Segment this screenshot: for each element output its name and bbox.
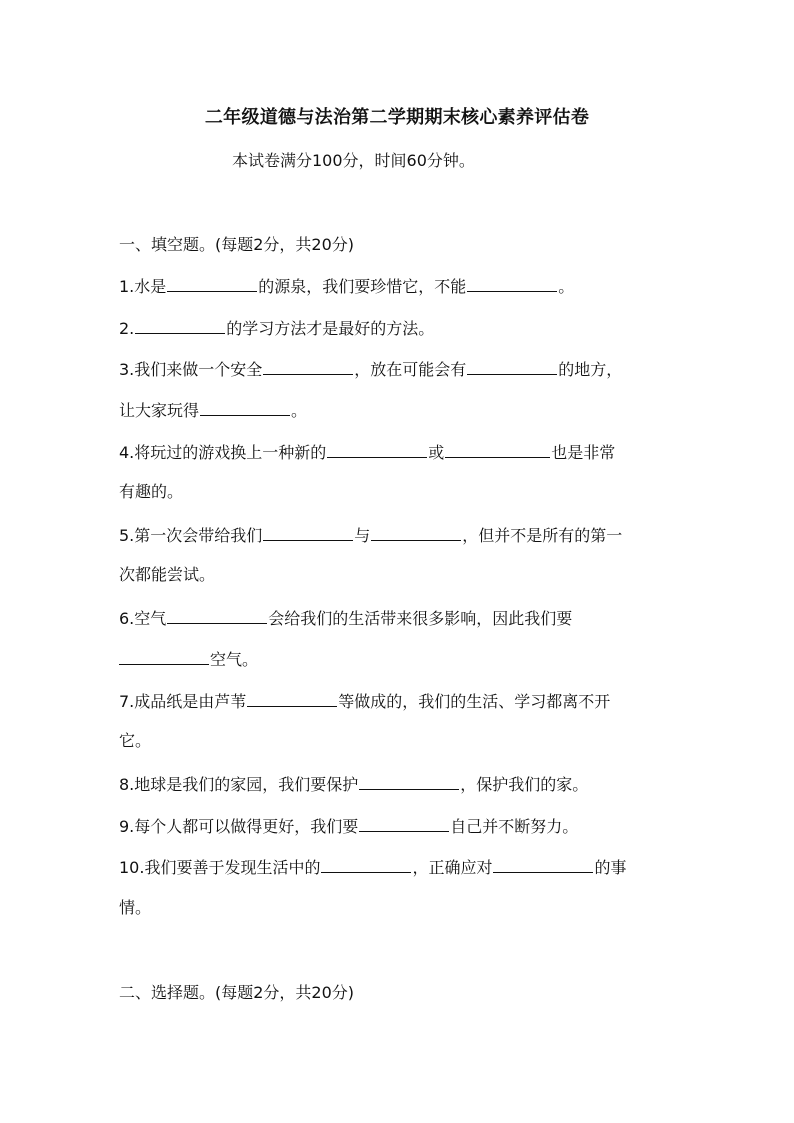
exam-subtitle: 本试卷满分100分，时间60分钟。: [232, 151, 475, 170]
answer-blank[interactable]: [321, 854, 411, 873]
answer-blank[interactable]: [467, 273, 557, 292]
answer-blank[interactable]: [359, 771, 459, 790]
answer-blank[interactable]: [119, 646, 209, 665]
answer-blank[interactable]: [200, 397, 290, 416]
question-4-cont: 有趣的。: [119, 482, 184, 501]
question-8: 8.地球是我们的家园，我们要保护 ，保护我们的家。: [119, 771, 588, 797]
question-1: 1.水是 的源泉，我们要珍惜它，不能 。: [119, 273, 574, 299]
answer-blank[interactable]: [167, 605, 267, 624]
answer-blank[interactable]: [135, 315, 225, 334]
answer-blank[interactable]: [371, 522, 461, 541]
answer-blank[interactable]: [359, 813, 449, 832]
question-3: 3.我们来做一个安全 ，放在可能会有 的地方，: [119, 356, 622, 382]
answer-blank[interactable]: [445, 439, 550, 458]
question-5: 5.第一次会带给我们 与 ，但并不是所有的第一: [119, 522, 622, 548]
answer-blank[interactable]: [263, 522, 353, 541]
answer-blank[interactable]: [167, 273, 257, 292]
question-6: 6.空气 会给我们的生活带来很多影响，因此我们要: [119, 605, 572, 631]
question-10: 10.我们要善于发现生活中的 ，正确应对 的事: [119, 854, 626, 880]
section-2-heading: 二、选择题。(每题2分，共20分): [119, 983, 355, 1002]
question-10-cont: 情。: [119, 898, 152, 917]
question-4: 4.将玩过的游戏换上一种新的 或 也是非常: [119, 439, 615, 465]
exam-title: 二年级道德与法治第二学期期末核心素养评估卷: [204, 107, 590, 128]
question-2: 2. 的学习方法才是最好的方法。: [119, 315, 434, 341]
question-9: 9.每个人都可以做得更好，我们要 自己并不断努力。: [119, 813, 578, 839]
answer-blank[interactable]: [467, 356, 557, 375]
answer-blank[interactable]: [263, 356, 353, 375]
answer-blank[interactable]: [327, 439, 427, 458]
question-7-cont: 它。: [119, 731, 152, 750]
section-1-heading: 一、填空题。(每题2分，共20分): [119, 235, 355, 254]
question-7: 7.成品纸是由芦苇 等做成的，我们的生活、学习都离不开: [119, 688, 610, 714]
question-5-cont: 次都能尝试。: [119, 565, 216, 584]
answer-blank[interactable]: [493, 854, 593, 873]
answer-blank[interactable]: [247, 688, 337, 707]
question-6-cont: 空气。: [119, 646, 258, 672]
question-3-cont: 让大家玩得 。: [119, 397, 307, 423]
